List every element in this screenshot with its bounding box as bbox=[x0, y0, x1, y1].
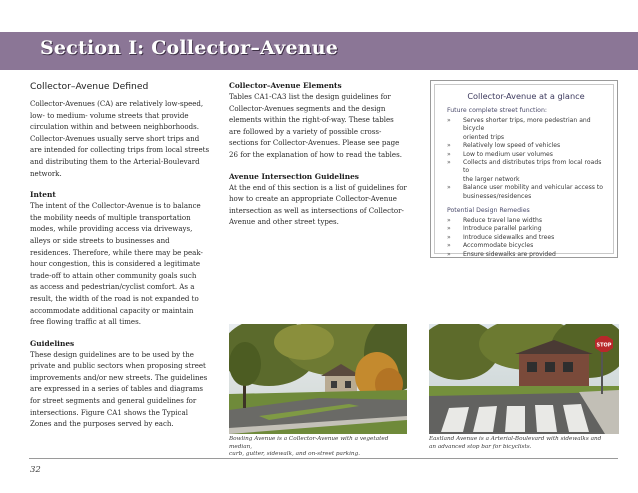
text-line: circulation within and between neighborhoods. bbox=[30, 122, 199, 132]
bullet-icon: » bbox=[447, 225, 451, 233]
bullet-icon: » bbox=[447, 117, 451, 124]
eastland-avenue-caption bbox=[429, 436, 619, 451]
bowling-avenue-illustration bbox=[229, 324, 407, 434]
text-line: hour congestion, this is considered a legitimate bbox=[30, 259, 201, 269]
text-line: as access and pedestrian/cyclist comfort. As a bbox=[30, 282, 195, 292]
elements-heading: Collector–Avenue Elements bbox=[229, 81, 342, 90]
text-line: the mobility needs of multiple transportation bbox=[30, 212, 191, 222]
bullet-icon: » bbox=[447, 242, 451, 250]
text-line: At the end of this section is a list of guidelines for bbox=[229, 182, 407, 192]
stop-sign-text: STOP bbox=[596, 342, 612, 349]
guidelines-heading: Guidelines bbox=[30, 338, 75, 348]
text-line: 26 for the explanation of how to read the tables. bbox=[229, 149, 402, 159]
text-line: are followed by a variety of possible cross- bbox=[229, 126, 382, 136]
footer-divider bbox=[29, 458, 618, 459]
remedies-heading: Potential Design Remedies bbox=[447, 207, 530, 215]
text-line: free flowing traffic at all times. bbox=[30, 317, 141, 327]
section-banner bbox=[0, 32, 638, 70]
at-a-glance-box bbox=[430, 80, 618, 258]
list-item bbox=[447, 142, 605, 150]
list-item-text: Low to medium user volumes bbox=[463, 150, 553, 158]
function-list bbox=[447, 117, 605, 201]
list-item-text: Balance user mobility and vehicular access to bbox=[463, 184, 603, 192]
list-item-text: Introduce parallel parking bbox=[463, 225, 542, 233]
text-line: accommodate additional capacity or maintain bbox=[30, 305, 194, 315]
at-a-glance-inner bbox=[434, 84, 614, 258]
bowling-avenue-photo bbox=[229, 324, 407, 434]
text-line: Collector-Avenues (CA) are relatively low-speed, bbox=[30, 99, 204, 108]
text-line: Collector-Avenues usually serve short trips and bbox=[30, 133, 200, 143]
text-line: intersection as well as intersections of Collector- bbox=[229, 205, 404, 215]
text-line: result, the width of the road is not expanded to bbox=[30, 293, 199, 303]
list-item-text: Serves shorter trips, more pedestrian and bicycle bbox=[463, 117, 591, 133]
text-line: curb, gutter, sidewalk, and on-street parking. bbox=[229, 451, 361, 458]
text-line: for street segments and general guidelines for bbox=[30, 396, 197, 406]
list-item-text: Collects and distributes trips from local roads to bbox=[463, 159, 602, 175]
text-line: private and public sectors when proposing street bbox=[30, 361, 206, 371]
text-line: modes, while providing access via driveways, bbox=[30, 224, 193, 234]
list-item bbox=[447, 234, 605, 242]
text-line: improvements and/or new streets. The guidelines bbox=[30, 372, 208, 382]
text-line: intersections. Figure CA1 shows the Typical bbox=[30, 407, 188, 417]
list-item bbox=[447, 251, 605, 259]
bowling-avenue-caption bbox=[229, 436, 409, 459]
text-line: Bowling Avenue is a Collector-Avenue with a vegetated median, bbox=[229, 436, 389, 450]
list-item-text: Accommodate bicycles bbox=[463, 242, 534, 250]
list-item bbox=[447, 151, 605, 159]
text-line: and distributing them to the Arterial-Boulevard bbox=[30, 156, 200, 166]
intersection-heading: Avenue Intersection Guidelines bbox=[229, 171, 359, 181]
text-line: elements within the right-of-way. These tables bbox=[229, 115, 394, 125]
bullet-icon: » bbox=[447, 150, 451, 158]
bullet-icon: » bbox=[447, 142, 451, 150]
list-item-text: Reduce travel lane widths bbox=[463, 217, 543, 225]
text-line: The intent of the Collector-Avenue is to balance bbox=[30, 201, 201, 211]
text-line: sections for Collector-Avenues. Please see page bbox=[229, 138, 400, 148]
intent-heading: Intent bbox=[30, 190, 56, 200]
text-line: trade-off to attain other community goals such bbox=[30, 270, 197, 280]
text-line: Tables CA1-CA3 list the design guidelines for bbox=[229, 92, 391, 101]
list-item-text: oriented trips bbox=[463, 133, 505, 141]
text-line: an advanced stop bar for bicyclists. bbox=[429, 443, 532, 450]
eastland-avenue-photo bbox=[429, 324, 619, 434]
list-item bbox=[447, 159, 605, 184]
text-line: Collector-Avenues segments and the design bbox=[229, 103, 386, 113]
bullet-icon: » bbox=[447, 217, 451, 225]
list-item-text: Introduce sidewalks and trees bbox=[463, 233, 555, 241]
intersection-paragraph bbox=[229, 182, 416, 228]
bullet-icon: » bbox=[447, 233, 451, 241]
text-line: These design guidelines are to be used by the bbox=[30, 349, 194, 359]
text-line: Zones and the purposes served by each. bbox=[30, 419, 174, 429]
list-item-text: Relatively low speed of vehicles bbox=[463, 142, 561, 150]
bullet-icon: » bbox=[447, 250, 451, 258]
list-item-text: Ensure sidewalks are provided bbox=[463, 250, 556, 258]
list-item bbox=[447, 225, 605, 233]
defined-heading: Collector–Avenue Defined bbox=[30, 81, 149, 92]
text-line: alleys or side streets to businesses and bbox=[30, 235, 170, 245]
list-item bbox=[447, 184, 605, 201]
text-line: network. bbox=[30, 168, 62, 178]
at-a-glance-title: Collector-Avenue at a glance bbox=[467, 91, 585, 101]
column-left bbox=[30, 80, 222, 430]
elements-paragraph bbox=[229, 91, 416, 161]
intent-paragraph bbox=[30, 200, 222, 328]
list-item bbox=[447, 217, 605, 225]
page-number: 32 bbox=[30, 465, 41, 475]
eastland-avenue-illustration bbox=[429, 324, 619, 434]
section-title: Section I: Collector–Avenue bbox=[40, 37, 339, 59]
list-item bbox=[447, 117, 605, 142]
bullet-icon: » bbox=[447, 184, 451, 192]
column-middle bbox=[229, 80, 416, 228]
text-line: how to create an appropriate Collector-Avenue bbox=[229, 194, 397, 204]
list-item-text: the larger network bbox=[463, 175, 520, 183]
text-line: low- to medium- volume streets that provide bbox=[30, 110, 189, 120]
bullet-icon: » bbox=[447, 159, 451, 167]
defined-paragraph bbox=[30, 98, 222, 179]
text-line: are expressed in a series of tables and diagrams bbox=[30, 384, 203, 394]
function-heading: Future complete street function: bbox=[447, 107, 547, 114]
text-line: Avenue and other street types. bbox=[229, 217, 339, 227]
text-line: Eastland Avenue is a Arterial-Boulevard with sidewalks and bbox=[429, 436, 602, 442]
list-item-text: businesses/residences bbox=[463, 192, 532, 200]
guidelines-paragraph bbox=[30, 349, 222, 430]
text-line: residences. Therefore, while there may be peak- bbox=[30, 247, 203, 257]
list-item bbox=[447, 242, 605, 250]
remedies-list bbox=[447, 217, 605, 259]
text-line: are intended for collecting trips from local streets bbox=[30, 145, 210, 155]
